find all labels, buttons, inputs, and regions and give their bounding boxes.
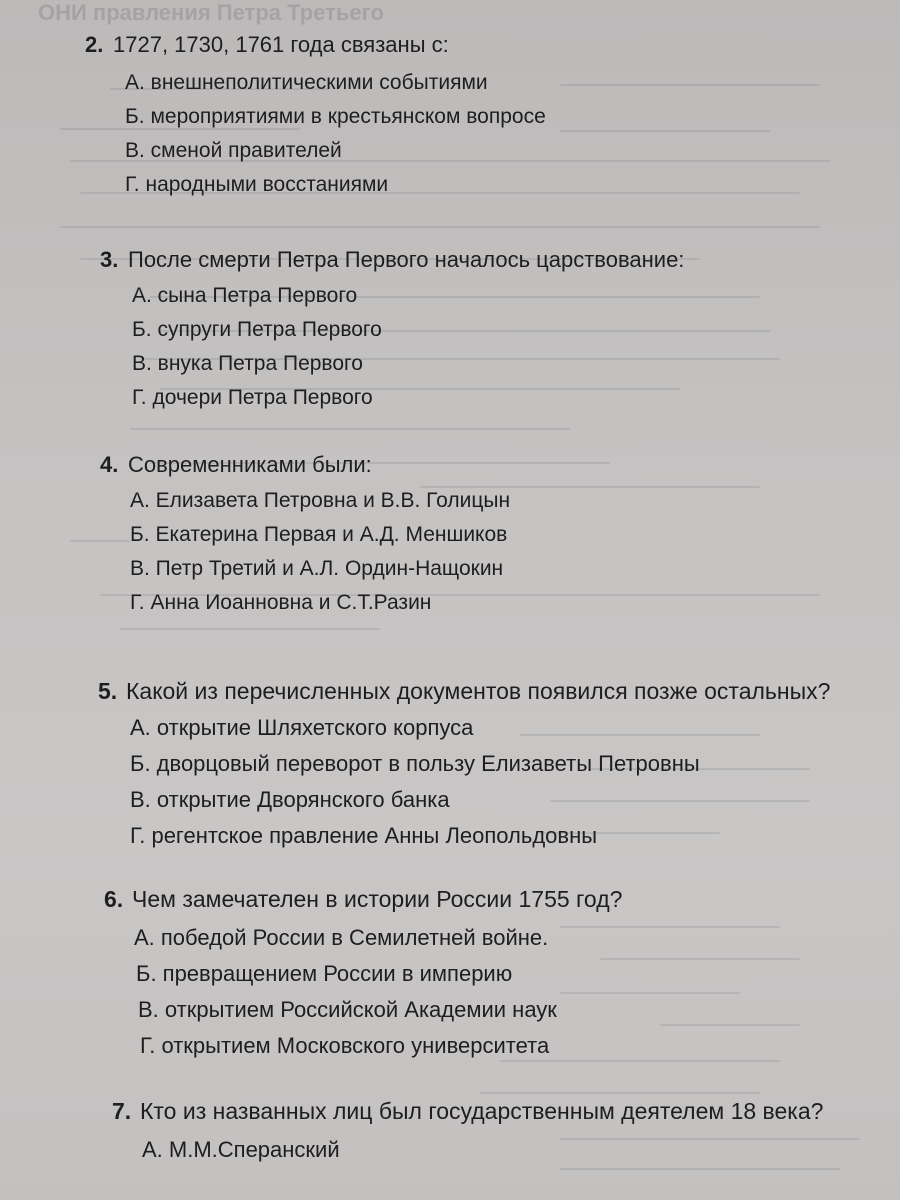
question-text: 1727, 1730, 1761 года связаны с: bbox=[113, 32, 449, 57]
question-text: Кто из названных лиц был государственным деятелем 18 века? bbox=[140, 1098, 824, 1124]
question-number: 4. bbox=[100, 452, 119, 477]
question-text: Современниками были: bbox=[128, 452, 372, 477]
question-number: 2. bbox=[85, 32, 104, 57]
question-text: После смерти Петра Первого началось царствование: bbox=[128, 247, 685, 272]
answer-option-d: Г. народными восстаниями bbox=[125, 173, 389, 196]
question-4 bbox=[100, 450, 900, 620]
answer-option-a: А. внешнеполитическими событиями bbox=[125, 71, 488, 94]
question-stem bbox=[100, 245, 900, 275]
answer-option-a: А. сына Петра Первого bbox=[132, 284, 358, 307]
question-stem bbox=[104, 884, 900, 914]
question-3 bbox=[100, 245, 900, 415]
question-stem bbox=[100, 450, 900, 480]
answer-option-b: Б. супруги Петра Первого bbox=[132, 318, 382, 341]
question-text: Какой из перечисленных документов появился позже остальных? bbox=[126, 678, 831, 704]
answer-option-c: В. внука Петра Первого bbox=[132, 352, 363, 375]
answer-option-a: А. Елизавета Петровна и В.В. Голицын bbox=[130, 489, 511, 512]
answer-option-d: Г. открытием Московского университета bbox=[140, 1033, 550, 1058]
answer-option-d: Г. регентское правление Анны Леопольдовны bbox=[130, 823, 598, 848]
question-number: 6. bbox=[104, 886, 124, 912]
question-number: 5. bbox=[98, 678, 118, 704]
faint-header-text: ОНИ правления Петра Третьего bbox=[38, 0, 384, 25]
answer-option-d: Г. Анна Иоанновна и С.Т.Разин bbox=[130, 591, 432, 614]
question-7 bbox=[112, 1096, 900, 1168]
answer-option-c: В. открытие Дворянского банка bbox=[130, 787, 450, 812]
answer-option-a: А. М.М.Сперанский bbox=[142, 1137, 340, 1162]
answer-option-a: А. открытие Шляхетского корпуса bbox=[130, 715, 474, 740]
answer-option-b: Б. дворцовый переворот в пользу Елизаветы Петровны bbox=[130, 751, 700, 776]
question-stem bbox=[98, 676, 900, 706]
question-number: 3. bbox=[100, 247, 119, 272]
answer-option-d: Г. дочери Петра Первого bbox=[132, 386, 373, 409]
answer-option-c: В. Петр Третий и А.Л. Ордин-Нащокин bbox=[130, 557, 504, 580]
question-stem bbox=[112, 1096, 900, 1126]
answer-option-c: В. открытием Российской Академии наук bbox=[138, 997, 557, 1022]
answer-option-b: Б. превращением России в империю bbox=[136, 961, 513, 986]
question-5 bbox=[98, 676, 900, 854]
question-2 bbox=[85, 30, 900, 202]
question-stem bbox=[85, 30, 900, 60]
answer-option-b: Б. мероприятиями в крестьянском вопросе bbox=[125, 105, 546, 128]
answer-option-b: Б. Екатерина Первая и А.Д. Меншиков bbox=[130, 523, 508, 546]
answer-option-a: А. победой России в Семилетней войне. bbox=[134, 925, 549, 950]
question-text: Чем замечателен в истории России 1755 год? bbox=[132, 886, 623, 912]
question-number: 7. bbox=[112, 1098, 132, 1124]
question-6 bbox=[104, 884, 900, 1064]
answer-option-c: В. сменой правителей bbox=[125, 139, 342, 162]
